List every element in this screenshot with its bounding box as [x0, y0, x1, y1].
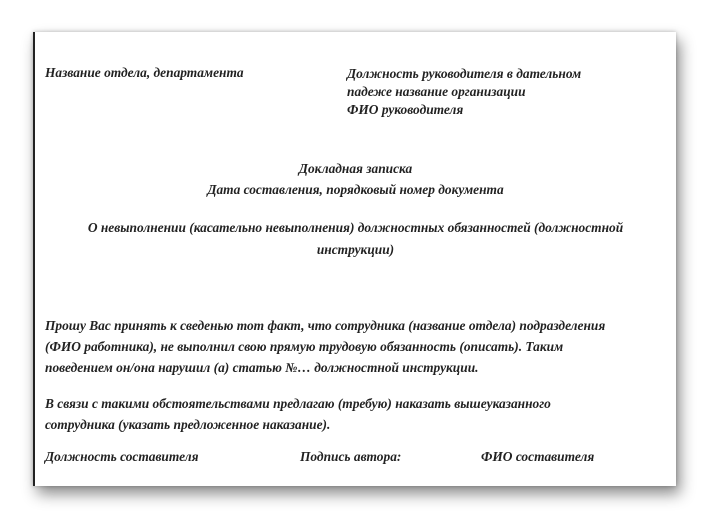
body-paragraph-1 — [45, 315, 670, 378]
document-type: Докладная записка — [298, 161, 413, 176]
title-block — [35, 158, 676, 200]
recipient-block — [347, 65, 581, 119]
author-name: ФИО составителя — [481, 449, 595, 464]
author-position: Должность составителя — [45, 449, 199, 464]
paragraph-1-line-2: (ФИО работника), не выполнил свою прямую трудовую обязанность (описать). Таким — [45, 339, 564, 354]
subject-line-2: инструкции) — [316, 242, 395, 257]
recipient-line-3: ФИО руководителя — [347, 102, 464, 117]
paragraph-1-line-1: Прошу Вас принять к сведенью тот факт, что сотрудника (название отдела) подразделения — [45, 318, 606, 333]
document-page — [33, 32, 676, 486]
department-name: Название отдела, департамента — [45, 65, 244, 80]
author-signature: Подпись автора: — [300, 449, 402, 464]
paragraph-2-line-1: В связи с такими обстоятельствами предлагаю (требую) наказать вышеуказанного — [45, 396, 551, 411]
recipient-line-1: Должность руководителя в дательном — [347, 66, 582, 81]
body-paragraph-2 — [45, 393, 670, 435]
subject-block — [35, 217, 676, 261]
recipient-line-2: падеже название организации — [347, 84, 526, 99]
document-date-number: Дата составления, порядковый номер документа — [207, 182, 504, 197]
paragraph-2-line-2: сотрудника (указать предложенное наказание). — [45, 417, 331, 432]
paragraph-1-line-3: поведением он/она нарушил (а) статью №… должностной инструкции. — [45, 360, 479, 375]
subject-line-1: О невыполнении (касательно невыполнения) должностных обязанностей (должностной — [87, 220, 624, 235]
